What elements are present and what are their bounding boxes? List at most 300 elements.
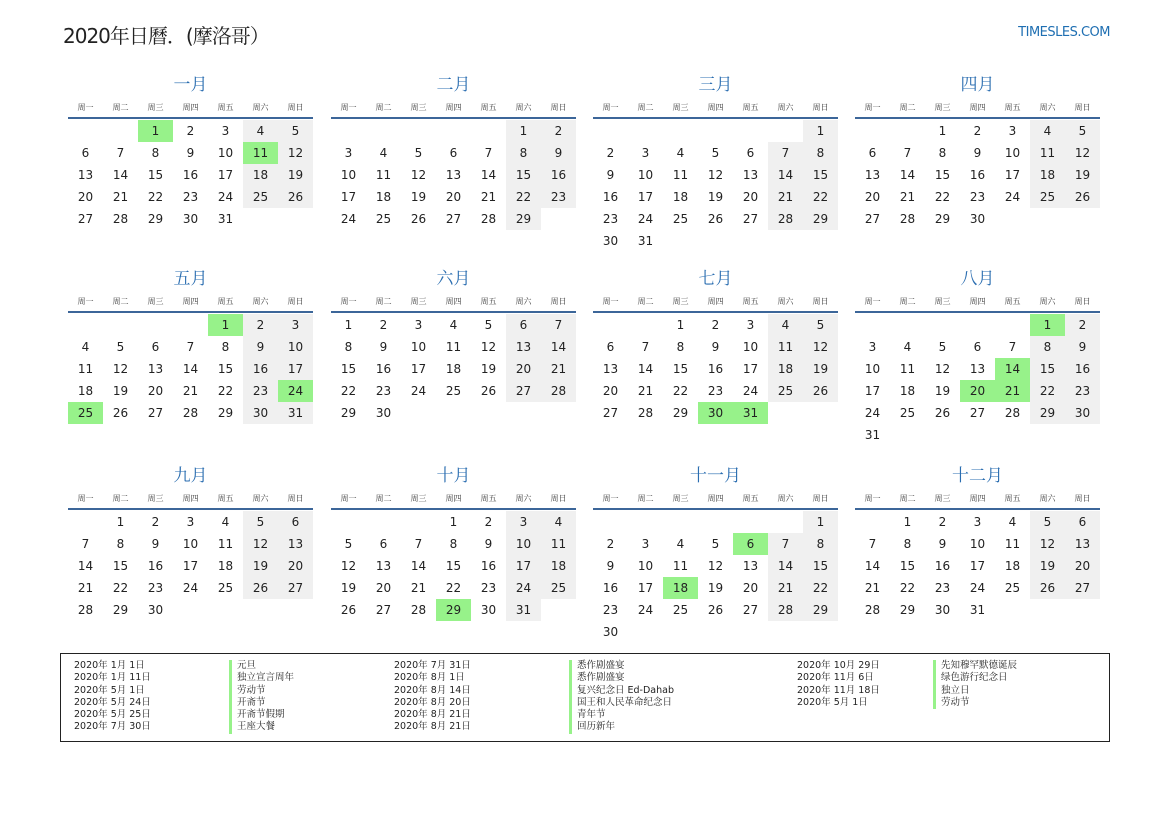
month-name: 八月 bbox=[960, 269, 995, 289]
site-link[interactable]: TIMESLES.COM bbox=[1018, 25, 1110, 40]
month-block bbox=[68, 465, 313, 621]
day-cell: 19 bbox=[803, 358, 838, 380]
day-cell: 5 bbox=[711, 146, 720, 160]
day-cell: 31 bbox=[506, 599, 541, 621]
month-name: 十一月 bbox=[690, 466, 741, 486]
day-cell: 24 bbox=[410, 384, 427, 398]
day-cell: 16 bbox=[541, 164, 576, 186]
day-cell: 7 bbox=[186, 340, 195, 354]
weekday-label: 周一 bbox=[340, 494, 357, 503]
day-grid bbox=[593, 511, 838, 643]
day-cell: 29 bbox=[803, 208, 838, 230]
holiday-name: 复兴纪念日 Ed-Dahab bbox=[569, 685, 674, 697]
day-cell: 6 bbox=[151, 340, 160, 354]
weekday-label: 周六 bbox=[777, 297, 794, 306]
weekday-label: 周三 bbox=[672, 494, 689, 503]
weekday-label: 周三 bbox=[934, 297, 951, 306]
day-cell: 4 bbox=[541, 511, 576, 533]
empty-cell bbox=[768, 511, 803, 533]
empty-cell bbox=[593, 120, 628, 142]
empty-cell bbox=[663, 511, 698, 533]
holiday-day-cell: 14 bbox=[995, 358, 1030, 380]
day-cell: 9 bbox=[973, 146, 982, 160]
weekday-label: 周三 bbox=[672, 297, 689, 306]
empty-cell bbox=[663, 120, 698, 142]
day-cell: 1 bbox=[676, 318, 685, 332]
weekday-label: 周二 bbox=[899, 103, 916, 112]
weekday-label: 周六 bbox=[777, 494, 794, 503]
day-cell: 13 bbox=[445, 168, 462, 182]
empty-cell bbox=[628, 511, 663, 533]
day-cell: 9 bbox=[1065, 336, 1100, 358]
holiday-date: 2020年 1月 11日 bbox=[74, 672, 151, 684]
day-cell: 24 bbox=[637, 603, 654, 617]
weekday-label: 周日 bbox=[812, 103, 829, 112]
month-block bbox=[593, 268, 838, 424]
day-cell: 8 bbox=[676, 340, 685, 354]
empty-cell bbox=[855, 120, 890, 142]
empty-cell bbox=[890, 314, 925, 336]
empty-cell bbox=[103, 120, 138, 142]
day-cell: 4 bbox=[903, 340, 912, 354]
weekday-label: 周日 bbox=[287, 494, 304, 503]
day-cell: 19 bbox=[112, 384, 129, 398]
day-cell: 30 bbox=[182, 212, 199, 226]
day-cell: 5 bbox=[243, 511, 278, 533]
holiday-date: 2020年 5月 25日 bbox=[74, 709, 151, 721]
day-cell: 13 bbox=[278, 533, 313, 555]
day-cell: 26 bbox=[480, 384, 497, 398]
day-cell: 25 bbox=[375, 212, 392, 226]
weekday-label: 周二 bbox=[112, 103, 129, 112]
day-cell: 5 bbox=[414, 146, 423, 160]
empty-cell bbox=[436, 120, 471, 142]
day-cell: 9 bbox=[541, 142, 576, 164]
day-cell: 24 bbox=[864, 406, 881, 420]
day-cell: 29 bbox=[112, 603, 129, 617]
weekday-label: 周四 bbox=[445, 494, 462, 503]
day-cell: 20 bbox=[278, 555, 313, 577]
day-cell: 13 bbox=[77, 168, 94, 182]
empty-cell bbox=[68, 511, 103, 533]
holiday-day-cell: 11 bbox=[243, 142, 278, 164]
empty-cell bbox=[698, 120, 733, 142]
holiday-name: 独立宣言周年 bbox=[229, 672, 294, 684]
day-cell: 20 bbox=[602, 384, 619, 398]
day-cell: 22 bbox=[899, 581, 916, 595]
day-grid bbox=[331, 511, 576, 621]
weekday-label: 周三 bbox=[672, 103, 689, 112]
day-cell: 22 bbox=[672, 384, 689, 398]
holiday-date: 2020年 7月 31日 bbox=[394, 660, 471, 671]
day-cell: 15 bbox=[340, 362, 357, 376]
weekday-label: 周二 bbox=[637, 494, 654, 503]
day-cell: 21 bbox=[864, 581, 881, 595]
legend-name-column bbox=[569, 660, 674, 734]
day-cell: 17 bbox=[278, 358, 313, 380]
day-cell: 11 bbox=[1030, 142, 1065, 164]
day-cell: 25 bbox=[899, 406, 916, 420]
day-cell: 16 bbox=[934, 559, 951, 573]
day-cell: 13 bbox=[147, 362, 164, 376]
weekday-label: 周二 bbox=[375, 103, 392, 112]
holiday-name: 独立日 bbox=[933, 685, 1017, 697]
day-cell: 16 bbox=[480, 559, 497, 573]
day-cell: 25 bbox=[243, 186, 278, 208]
day-cell: 26 bbox=[707, 212, 724, 226]
day-cell: 4 bbox=[768, 314, 803, 336]
day-cell: 12 bbox=[480, 340, 497, 354]
weekday-header bbox=[855, 491, 1100, 506]
holiday-day-cell: 31 bbox=[733, 402, 768, 424]
day-cell: 4 bbox=[379, 146, 388, 160]
day-cell: 18 bbox=[672, 190, 689, 204]
day-cell: 8 bbox=[116, 537, 125, 551]
weekday-label: 周一 bbox=[77, 103, 94, 112]
day-cell: 5 bbox=[803, 314, 838, 336]
empty-cell bbox=[768, 120, 803, 142]
day-cell: 28 bbox=[541, 380, 576, 402]
day-cell: 15 bbox=[147, 168, 164, 182]
day-cell: 16 bbox=[969, 168, 986, 182]
day-cell: 23 bbox=[969, 190, 986, 204]
day-cell: 18 bbox=[445, 362, 462, 376]
day-cell: 15 bbox=[112, 559, 129, 573]
day-cell: 24 bbox=[742, 384, 759, 398]
holiday-date: 2020年 8月 21日 bbox=[394, 721, 471, 733]
day-cell: 25 bbox=[1030, 186, 1065, 208]
holiday-name: 王座大餐 bbox=[229, 721, 294, 733]
weekday-header bbox=[68, 294, 313, 309]
month-block bbox=[593, 74, 838, 252]
weekday-label: 周五 bbox=[217, 103, 234, 112]
empty-cell bbox=[628, 120, 663, 142]
weekday-label: 周二 bbox=[112, 297, 129, 306]
day-cell: 14 bbox=[410, 559, 427, 573]
day-cell: 4 bbox=[1030, 120, 1065, 142]
day-cell: 2 bbox=[484, 515, 493, 529]
weekday-header bbox=[593, 294, 838, 309]
legend-date-column bbox=[797, 660, 880, 709]
day-cell: 28 bbox=[112, 212, 129, 226]
day-cell: 14 bbox=[637, 362, 654, 376]
day-cell: 16 bbox=[602, 581, 619, 595]
day-cell: 18 bbox=[541, 555, 576, 577]
day-cell: 30 bbox=[602, 625, 619, 639]
day-cell: 4 bbox=[81, 340, 90, 354]
holiday-date: 2020年 8月 1日 bbox=[394, 672, 465, 684]
day-cell: 28 bbox=[1004, 406, 1021, 420]
month-block bbox=[68, 268, 313, 424]
day-cell: 4 bbox=[676, 537, 685, 551]
day-cell: 9 bbox=[938, 537, 947, 551]
day-cell: 31 bbox=[864, 428, 881, 442]
day-cell: 25 bbox=[217, 581, 234, 595]
weekday-label: 周六 bbox=[252, 297, 269, 306]
day-cell: 16 bbox=[375, 362, 392, 376]
day-cell: 2 bbox=[973, 124, 982, 138]
day-cell: 25 bbox=[672, 212, 689, 226]
month-name: 二月 bbox=[436, 75, 471, 95]
day-cell: 10 bbox=[217, 146, 234, 160]
weekday-label: 周四 bbox=[182, 494, 199, 503]
day-cell: 9 bbox=[379, 340, 388, 354]
day-cell: 23 bbox=[480, 581, 497, 595]
day-cell: 27 bbox=[1065, 577, 1100, 599]
day-cell: 6 bbox=[449, 146, 458, 160]
weekday-header bbox=[593, 491, 838, 506]
day-cell: 17 bbox=[1004, 168, 1021, 182]
day-cell: 7 bbox=[903, 146, 912, 160]
day-cell: 4 bbox=[676, 146, 685, 160]
months-grid bbox=[68, 74, 1102, 650]
day-cell: 8 bbox=[449, 537, 458, 551]
day-cell: 23 bbox=[182, 190, 199, 204]
day-cell: 30 bbox=[934, 603, 951, 617]
day-cell: 28 bbox=[637, 406, 654, 420]
weekday-label: 周一 bbox=[340, 103, 357, 112]
day-cell: 12 bbox=[278, 142, 313, 164]
weekday-label: 周日 bbox=[550, 103, 567, 112]
day-cell: 28 bbox=[77, 603, 94, 617]
day-cell: 6 bbox=[973, 340, 982, 354]
weekday-label: 周三 bbox=[934, 103, 951, 112]
day-cell: 22 bbox=[445, 581, 462, 595]
day-cell: 19 bbox=[340, 581, 357, 595]
day-cell: 9 bbox=[606, 168, 615, 182]
day-cell: 6 bbox=[278, 511, 313, 533]
day-cell: 2 bbox=[541, 120, 576, 142]
day-cell: 9 bbox=[186, 146, 195, 160]
day-cell: 23 bbox=[375, 384, 392, 398]
day-cell: 7 bbox=[768, 142, 803, 164]
day-grid bbox=[68, 120, 313, 230]
day-cell: 11 bbox=[672, 168, 689, 182]
day-cell: 20 bbox=[147, 384, 164, 398]
day-cell: 19 bbox=[1030, 555, 1065, 577]
day-cell: 11 bbox=[899, 362, 916, 376]
day-cell: 15 bbox=[672, 362, 689, 376]
day-cell: 12 bbox=[707, 168, 724, 182]
holiday-name: 青年节 bbox=[569, 709, 674, 721]
month-name: 一月 bbox=[173, 75, 208, 95]
day-cell: 20 bbox=[506, 358, 541, 380]
weekday-label: 周三 bbox=[410, 494, 427, 503]
empty-cell bbox=[733, 120, 768, 142]
empty-cell bbox=[68, 120, 103, 142]
empty-cell bbox=[366, 511, 401, 533]
day-cell: 13 bbox=[969, 362, 986, 376]
day-cell: 28 bbox=[410, 603, 427, 617]
day-cell: 1 bbox=[903, 515, 912, 529]
day-cell: 12 bbox=[1030, 533, 1065, 555]
day-cell: 24 bbox=[217, 190, 234, 204]
day-grid bbox=[331, 120, 576, 230]
empty-cell bbox=[890, 120, 925, 142]
day-cell: 8 bbox=[803, 533, 838, 555]
day-cell: 17 bbox=[506, 555, 541, 577]
day-cell: 11 bbox=[541, 533, 576, 555]
day-cell: 27 bbox=[445, 212, 462, 226]
weekday-label: 周六 bbox=[1039, 297, 1056, 306]
day-cell: 22 bbox=[934, 190, 951, 204]
divider bbox=[855, 117, 1100, 119]
weekday-header bbox=[331, 294, 576, 309]
weekday-header bbox=[855, 294, 1100, 309]
weekday-label: 周四 bbox=[707, 103, 724, 112]
weekday-label: 周日 bbox=[1074, 103, 1091, 112]
day-cell: 6 bbox=[1065, 511, 1100, 533]
day-cell: 29 bbox=[147, 212, 164, 226]
day-cell: 5 bbox=[1065, 120, 1100, 142]
weekday-label: 周六 bbox=[252, 494, 269, 503]
day-cell: 29 bbox=[1030, 402, 1065, 424]
day-cell: 20 bbox=[742, 581, 759, 595]
weekday-label: 周一 bbox=[864, 103, 881, 112]
day-cell: 24 bbox=[506, 577, 541, 599]
day-cell: 16 bbox=[243, 358, 278, 380]
day-cell: 2 bbox=[606, 537, 615, 551]
day-cell: 21 bbox=[899, 190, 916, 204]
day-cell: 26 bbox=[112, 406, 129, 420]
day-cell: 31 bbox=[637, 234, 654, 248]
day-cell: 30 bbox=[602, 234, 619, 248]
day-cell: 30 bbox=[1065, 402, 1100, 424]
holiday-day-cell: 29 bbox=[436, 599, 471, 621]
holiday-name: 劳动节 bbox=[933, 697, 1017, 709]
day-cell: 28 bbox=[768, 599, 803, 621]
day-cell: 23 bbox=[602, 212, 619, 226]
weekday-label: 周四 bbox=[969, 494, 986, 503]
day-cell: 26 bbox=[803, 380, 838, 402]
empty-cell bbox=[733, 511, 768, 533]
month-block bbox=[593, 465, 838, 643]
day-cell: 21 bbox=[768, 186, 803, 208]
day-cell: 28 bbox=[768, 208, 803, 230]
day-cell: 22 bbox=[803, 577, 838, 599]
weekday-label: 周一 bbox=[340, 297, 357, 306]
holiday-date: 2020年 8月 21日 bbox=[394, 709, 471, 721]
day-cell: 7 bbox=[868, 537, 877, 551]
day-cell: 26 bbox=[1065, 186, 1100, 208]
day-cell: 15 bbox=[803, 555, 838, 577]
day-cell: 4 bbox=[243, 120, 278, 142]
day-grid bbox=[68, 511, 313, 621]
divider bbox=[593, 311, 838, 313]
day-cell: 23 bbox=[541, 186, 576, 208]
day-cell: 14 bbox=[768, 164, 803, 186]
day-cell: 5 bbox=[116, 340, 125, 354]
day-grid bbox=[331, 314, 576, 424]
empty-cell bbox=[628, 314, 663, 336]
divider bbox=[68, 117, 313, 119]
weekday-label: 周五 bbox=[480, 297, 497, 306]
day-cell: 21 bbox=[410, 581, 427, 595]
day-cell: 20 bbox=[375, 581, 392, 595]
day-cell: 3 bbox=[641, 537, 650, 551]
holiday-day-cell: 20 bbox=[960, 380, 995, 402]
day-cell: 12 bbox=[243, 533, 278, 555]
day-cell: 22 bbox=[1030, 380, 1065, 402]
day-grid bbox=[593, 120, 838, 252]
day-cell: 29 bbox=[340, 406, 357, 420]
day-cell: 14 bbox=[480, 168, 497, 182]
weekday-label: 周五 bbox=[217, 494, 234, 503]
day-cell: 3 bbox=[868, 340, 877, 354]
day-cell: 23 bbox=[934, 581, 951, 595]
day-cell: 15 bbox=[899, 559, 916, 573]
day-cell: 7 bbox=[116, 146, 125, 160]
day-cell: 10 bbox=[182, 537, 199, 551]
weekday-label: 周五 bbox=[1004, 297, 1021, 306]
day-cell: 27 bbox=[742, 603, 759, 617]
day-cell: 11 bbox=[672, 559, 689, 573]
day-cell: 6 bbox=[868, 146, 877, 160]
day-cell: 28 bbox=[480, 212, 497, 226]
holiday-date: 2020年 5月 24日 bbox=[74, 696, 151, 708]
empty-cell bbox=[698, 511, 733, 533]
weekday-label: 周六 bbox=[515, 103, 532, 112]
day-cell: 21 bbox=[112, 190, 129, 204]
day-cell: 13 bbox=[506, 336, 541, 358]
day-cell: 22 bbox=[340, 384, 357, 398]
day-cell: 26 bbox=[340, 603, 357, 617]
day-cell: 17 bbox=[217, 168, 234, 182]
divider bbox=[68, 311, 313, 313]
empty-cell bbox=[331, 511, 366, 533]
day-grid bbox=[855, 120, 1100, 230]
day-cell: 12 bbox=[707, 559, 724, 573]
day-cell: 13 bbox=[742, 559, 759, 573]
day-cell: 6 bbox=[379, 537, 388, 551]
weekday-label: 周六 bbox=[777, 103, 794, 112]
day-cell: 22 bbox=[506, 186, 541, 208]
day-cell: 10 bbox=[969, 537, 986, 551]
day-cell: 2 bbox=[938, 515, 947, 529]
weekday-header bbox=[68, 100, 313, 115]
day-cell: 30 bbox=[969, 212, 986, 226]
day-cell: 10 bbox=[637, 559, 654, 573]
day-cell: 13 bbox=[864, 168, 881, 182]
divider bbox=[331, 117, 576, 119]
day-cell: 26 bbox=[278, 186, 313, 208]
day-cell: 25 bbox=[768, 380, 803, 402]
day-cell: 11 bbox=[375, 168, 392, 182]
empty-cell bbox=[593, 511, 628, 533]
empty-cell bbox=[68, 314, 103, 336]
empty-cell bbox=[995, 314, 1030, 336]
day-cell: 27 bbox=[77, 212, 94, 226]
day-cell: 25 bbox=[445, 384, 462, 398]
holiday-name: 悉作剧盛宴 bbox=[569, 672, 674, 684]
divider bbox=[855, 508, 1100, 510]
day-cell: 7 bbox=[484, 146, 493, 160]
day-cell: 15 bbox=[217, 362, 234, 376]
day-cell: 21 bbox=[182, 384, 199, 398]
weekday-label: 周二 bbox=[899, 494, 916, 503]
day-cell: 12 bbox=[1065, 142, 1100, 164]
month-name: 十月 bbox=[436, 466, 471, 486]
day-cell: 10 bbox=[506, 533, 541, 555]
month-name: 十二月 bbox=[952, 466, 1003, 486]
day-cell: 5 bbox=[344, 537, 353, 551]
empty-cell bbox=[401, 120, 436, 142]
weekday-label: 周日 bbox=[1074, 297, 1091, 306]
weekday-label: 周四 bbox=[707, 297, 724, 306]
day-cell: 22 bbox=[217, 384, 234, 398]
day-cell: 12 bbox=[112, 362, 129, 376]
month-name: 九月 bbox=[173, 466, 208, 486]
